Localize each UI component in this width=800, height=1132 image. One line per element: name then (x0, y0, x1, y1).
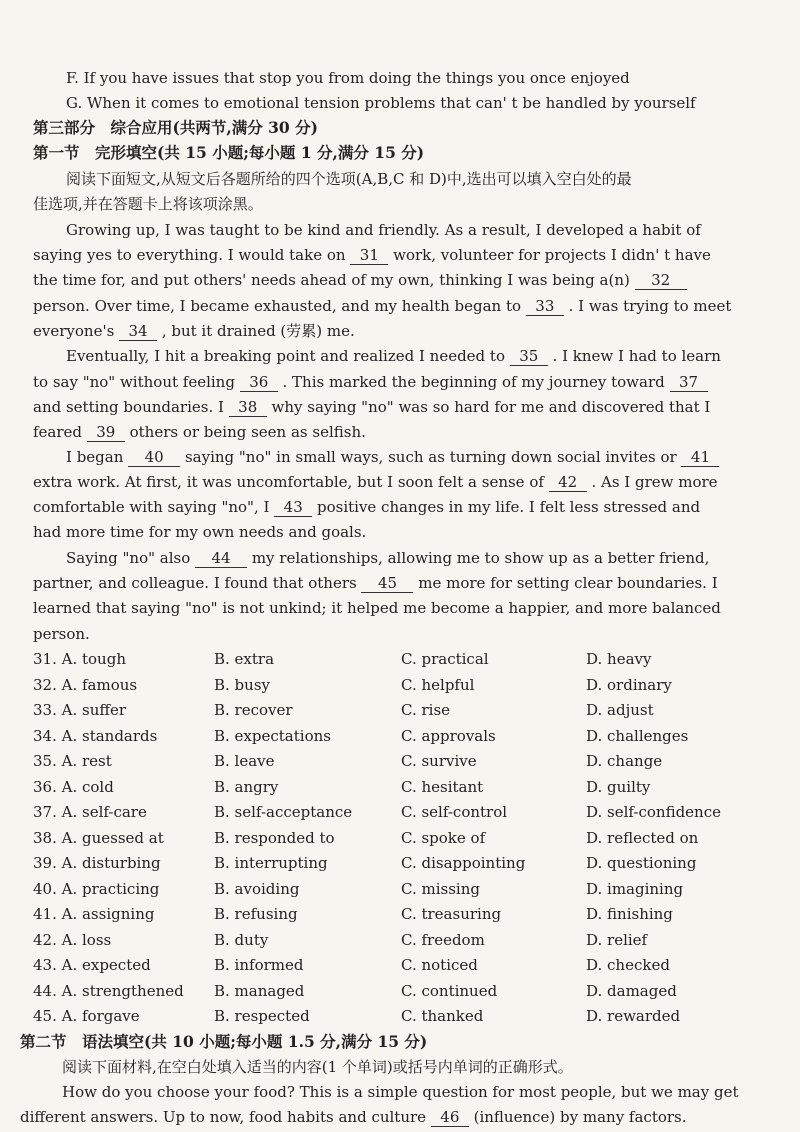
option-c: C. thanked (401, 1007, 484, 1025)
option-b: B. avoiding (214, 879, 300, 898)
passage-line (0, 422, 800, 442)
option-f: F. If you have issues that stop you from doing the things you once enjoyed (66, 69, 630, 87)
option-row (0, 803, 800, 825)
text-segment: the time for, and put others' needs ahead of my own, thinking I was being a(n) (33, 271, 630, 289)
option-row (0, 1007, 800, 1029)
option-c: C. disappointing (401, 854, 526, 872)
option-d: D. checked (586, 956, 670, 974)
passage-line (0, 270, 800, 290)
text-segment: different answers. Up to now, food habits and culture (20, 1108, 427, 1126)
text-segment: positive changes in my life. I felt less stressed and (316, 498, 701, 516)
option-d: D. rewarded (586, 1007, 681, 1025)
passage-line (0, 548, 800, 568)
option-b: B. angry (214, 777, 279, 796)
option-b: B. expectations (214, 726, 331, 745)
option-c: C. hesitant (401, 777, 484, 796)
option-a: 36. A. cold (33, 777, 114, 796)
text-segment: . As I grew more (591, 473, 718, 491)
option-b: B. self-acceptance (214, 803, 353, 821)
text-segment: why saying "no" was so hard for me and discovered that I (271, 398, 711, 416)
text-segment: and setting boundaries. I (33, 398, 224, 416)
text-segment: . This marked the beginning of my journey toward (282, 373, 665, 391)
blank-45: 45 (361, 574, 413, 593)
option-c: C. approvals (401, 726, 496, 745)
passage-line: Growing up, I was taught to be kind and friendly. As a result, I developed a habit of (66, 221, 701, 239)
blank-41: 41 (681, 448, 719, 467)
text-segment: everyone's (33, 322, 115, 340)
option-a: 35. A. rest (33, 752, 112, 770)
option-row (0, 676, 800, 698)
text-segment: others or being seen as selfish. (129, 423, 366, 441)
text-segment: . I was trying to meet (568, 297, 732, 315)
text-segment: work, volunteer for projects I didn' t have (393, 246, 711, 264)
option-a: 38. A. guessed at (33, 828, 164, 847)
blank-43: 43 (274, 498, 312, 517)
option-row (0, 905, 800, 927)
option-a: 34. A. standards (33, 726, 158, 745)
text-segment: saying yes to everything. I would take on (33, 246, 346, 264)
option-b: B. managed (214, 981, 305, 1000)
passage-line (0, 397, 800, 417)
section2-line: How do you choose your food? This is a simple question for most people, but we may get (62, 1083, 739, 1101)
blank-37: 37 (670, 373, 708, 392)
text-segment: saying "no" in small ways, such as turning down social invites or (184, 448, 677, 466)
option-b: B. responded to (214, 828, 335, 847)
option-a: 33. A. suffer (33, 701, 127, 719)
option-c: C. survive (401, 752, 477, 770)
option-c: C. spoke of (401, 828, 486, 847)
text-segment: Eventually, I hit a breaking point and realized I needed to (66, 347, 505, 365)
option-row (0, 650, 800, 672)
option-b: B. respected (214, 1007, 310, 1025)
option-a: 40. A. practicing (33, 879, 160, 898)
option-a: 39. A. disturbing (33, 854, 161, 872)
option-row (0, 778, 800, 800)
blank-31: 31 (350, 246, 388, 265)
option-d: D. ordinary (586, 675, 672, 694)
option-d: D. self-confidence (586, 803, 721, 821)
option-a: 42. A. loss (33, 930, 112, 949)
text-segment: partner, and colleague. I found that others (33, 574, 357, 592)
blank-34: 34 (119, 322, 157, 341)
blank-46: 46 (431, 1108, 469, 1127)
option-b: B. informed (214, 956, 304, 974)
text-segment: Saying "no" also (66, 549, 191, 567)
blank-42: 42 (549, 473, 587, 492)
option-d: D. heavy (586, 650, 652, 668)
instruction-line2: 佳选项,并在答题卡上将该项涂黑。 (33, 195, 263, 213)
blank-35: 35 (510, 347, 548, 366)
option-row (0, 880, 800, 902)
text-segment: I began (66, 448, 124, 466)
passage-line (0, 472, 800, 492)
text-segment: comfortable with saying "no", I (33, 498, 270, 516)
passage-line: person. (33, 625, 90, 643)
option-c: C. rise (401, 701, 451, 719)
passage-line (0, 372, 800, 392)
option-row (0, 727, 800, 749)
option-b: B. leave (214, 752, 275, 770)
blank-36: 36 (240, 373, 278, 392)
blank-39: 39 (87, 423, 125, 442)
blank-32: 32 (635, 271, 687, 290)
option-a: 44. A. strengthened (33, 981, 184, 1000)
option-d: D. challenges (586, 726, 689, 745)
option-row (0, 982, 800, 1004)
section2-title: 第二节 语法填空(共 10 小题;每小题 1.5 分,满分 15 分) (20, 1032, 428, 1051)
text-segment: to say "no" without feeling (33, 373, 235, 391)
option-d: D. damaged (586, 981, 677, 1000)
blank-33: 33 (526, 297, 564, 316)
option-row (0, 829, 800, 851)
option-a: 37. A. self-care (33, 803, 147, 821)
option-a: 41. A. assigning (33, 905, 155, 923)
option-b: B. duty (214, 930, 269, 949)
option-row (0, 956, 800, 978)
text-segment: me more for setting clear boundaries. I (418, 574, 718, 592)
option-c: C. freedom (401, 930, 485, 949)
text-segment: extra work. At first, it was uncomfortable, but I soon felt a sense of (33, 473, 544, 491)
blank-38: 38 (229, 398, 267, 417)
option-row (0, 752, 800, 774)
passage-line (0, 321, 800, 341)
option-b: B. extra (214, 650, 275, 668)
text-segment: , but it drained (劳累) me. (161, 322, 355, 340)
passage-line (0, 447, 800, 467)
option-d: D. guilty (586, 777, 651, 796)
section2-line (0, 1107, 800, 1127)
option-a: 31. A. tough (33, 650, 126, 668)
passage-line: learned that saying "no" is not unkind; it helped me become a happier, and more balanced (33, 599, 721, 617)
passage-line: had more time for my own needs and goals. (33, 523, 367, 541)
option-c: C. helpful (401, 675, 475, 694)
option-c: C. self-control (401, 803, 508, 821)
option-row (0, 931, 800, 953)
option-c: C. noticed (401, 956, 478, 974)
option-c: C. treasuring (401, 905, 502, 923)
option-d: D. finishing (586, 905, 673, 923)
text-segment: . I knew I had to learn (552, 347, 721, 365)
option-c: C. practical (401, 650, 489, 668)
option-row (0, 854, 800, 876)
option-d: D. questioning (586, 854, 697, 872)
passage-line (0, 346, 800, 366)
option-a: 45. A. forgave (33, 1007, 140, 1025)
option-d: D. relief (586, 930, 648, 949)
option-b: B. refusing (214, 905, 298, 923)
option-d: D. adjust (586, 701, 654, 719)
section2-instruction: 阅读下面材料,在空白处填入适当的内容(1 个单词)或括号内单词的正确形式。 (62, 1058, 573, 1076)
option-c: C. continued (401, 981, 498, 1000)
text-segment: (influence) by many factors. (473, 1108, 687, 1126)
blank-44: 44 (195, 549, 247, 568)
instruction-line1: 阅读下面短文,从短文后各题所给的四个选项(A,B,C 和 D)中,选出可以填入空白处的最 (66, 170, 632, 188)
option-d: D. change (586, 752, 663, 770)
section1-title: 第一节 完形填空(共 15 小题;每小题 1 分,满分 15 分) (33, 143, 425, 162)
text-segment: feared (33, 423, 83, 441)
option-g: G. When it comes to emotional tension problems that can' t be handled by yourself (66, 94, 696, 112)
passage-line (0, 245, 800, 265)
option-b: B. recover (214, 701, 293, 719)
option-b: B. interrupting (214, 854, 328, 872)
option-d: D. reflected on (586, 828, 699, 847)
text-segment: person. Over time, I became exhausted, and my health began to (33, 297, 522, 315)
option-a: 43. A. expected (33, 956, 151, 974)
option-c: C. missing (401, 879, 480, 898)
passage-line (0, 497, 800, 517)
option-b: B. busy (214, 675, 270, 694)
text-segment: my relationships, allowing me to show up as a better friend, (251, 549, 710, 567)
option-a: 32. A. famous (33, 675, 138, 694)
passage-line (0, 296, 800, 316)
passage-line (0, 573, 800, 593)
option-row (0, 701, 800, 723)
part3-title: 第三部分 综合应用(共两节,满分 30 分) (33, 118, 318, 137)
blank-40: 40 (128, 448, 180, 467)
option-d: D. imagining (586, 879, 684, 898)
